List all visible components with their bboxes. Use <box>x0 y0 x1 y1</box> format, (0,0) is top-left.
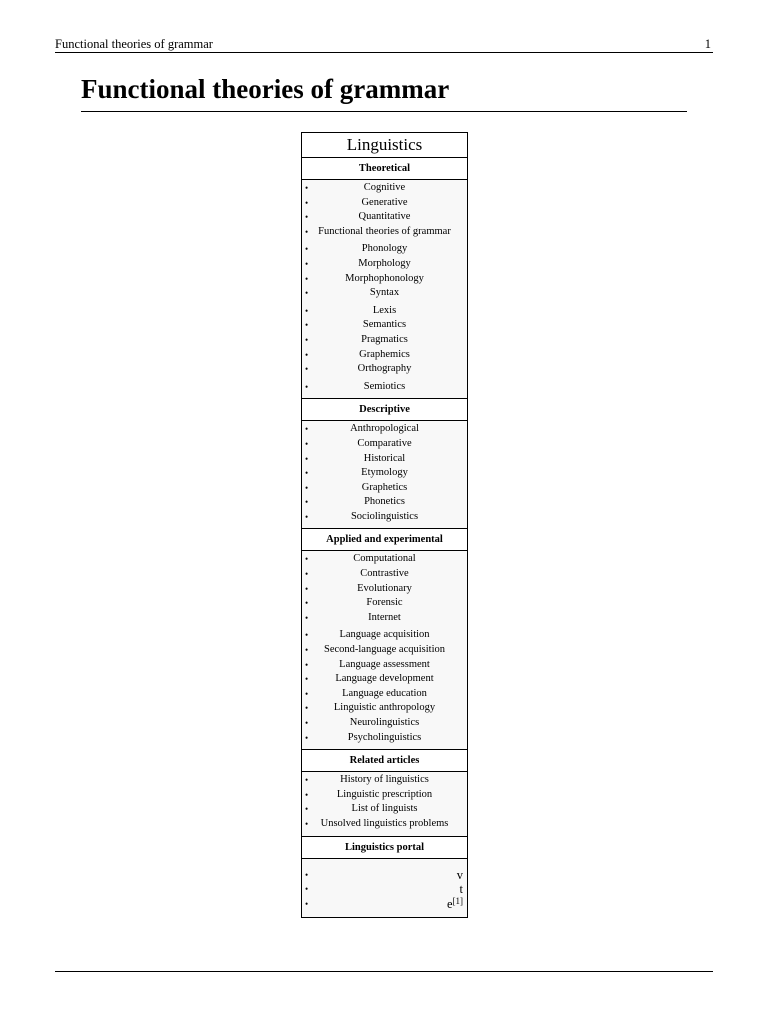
bullet-icon: • <box>305 197 309 208</box>
navbox-item[interactable] <box>302 731 467 746</box>
navbox-item[interactable] <box>302 495 467 510</box>
navbox-portal-link-e[interactable]: e <box>446 896 453 911</box>
navbox-link-sociolinguistics[interactable]: Sociolinguistics <box>350 510 419 522</box>
bullet-icon: • <box>305 612 309 623</box>
navbox-item[interactable] <box>302 380 467 395</box>
bullet-icon: • <box>305 554 309 565</box>
navbox-link-contrastive[interactable]: Contrastive <box>360 568 409 580</box>
navbox-item[interactable] <box>302 318 467 333</box>
navbox-item[interactable] <box>302 466 467 481</box>
bullet-icon: • <box>305 258 309 269</box>
bullet-icon: • <box>305 305 309 316</box>
navbox-item-group <box>302 628 467 745</box>
navbox-link-forensic[interactable]: Forensic <box>366 597 403 609</box>
bullet-icon: • <box>305 424 309 435</box>
bullet-icon: • <box>305 674 309 685</box>
bullet-icon: • <box>305 381 309 392</box>
bullet-icon: • <box>305 468 309 479</box>
navbox-link-morphology[interactable]: Morphology <box>358 257 411 269</box>
title-divider <box>81 111 687 112</box>
navbox-link-morphophonology[interactable]: Morphophonology <box>345 272 424 284</box>
navbox-portal-item[interactable] <box>302 882 467 897</box>
navbox-item[interactable] <box>302 272 467 287</box>
bullet-icon: • <box>305 482 309 493</box>
navbox-item[interactable] <box>302 422 467 437</box>
navbox-item[interactable] <box>302 552 467 567</box>
bullet-icon: • <box>305 364 309 375</box>
navbox-section-heading-related-articles: Related articles <box>302 750 467 772</box>
navbox-item[interactable] <box>302 658 467 673</box>
bullet-icon: • <box>305 511 309 522</box>
navbox-item[interactable] <box>302 452 467 467</box>
bullet-icon: • <box>305 334 309 345</box>
navbox-item[interactable] <box>302 802 467 817</box>
navbox-item[interactable] <box>302 596 467 611</box>
navbox-item[interactable] <box>302 225 467 240</box>
navbox-link-evolutionary[interactable]: Evolutionary <box>357 582 412 594</box>
linguistics-navbox <box>301 132 468 918</box>
navbox-link-language-assessment[interactable]: Language assessment <box>339 658 430 670</box>
navbox-link-quantitative[interactable]: Quantitative <box>358 211 411 223</box>
navbox-item[interactable] <box>302 672 467 687</box>
navbox-link-psycholinguistics[interactable]: Psycholinguistics <box>347 731 422 743</box>
bullet-icon: • <box>305 884 309 895</box>
footnote-reference[interactable]: [1] <box>452 895 463 906</box>
navbox-portal-link-v[interactable]: v <box>456 867 463 882</box>
navbox-link-historical[interactable]: Historical <box>363 452 406 464</box>
bullet-icon: • <box>305 244 309 255</box>
navbox-link-second-language-acquisition[interactable]: Second-language acquisition <box>323 644 445 656</box>
bullet-icon: • <box>305 659 309 670</box>
navbox-item[interactable] <box>302 348 467 363</box>
navbox-link-orthography[interactable]: Orthography <box>357 363 412 375</box>
navbox-item[interactable] <box>302 788 467 803</box>
navbox-item-group <box>302 773 467 831</box>
bullet-icon: • <box>305 732 309 743</box>
navbox-item[interactable] <box>302 582 467 597</box>
navbox-item[interactable] <box>302 628 467 643</box>
navbox-section-heading-theoretical: Theoretical <box>302 158 467 180</box>
navbox-link-neurolinguistics[interactable]: Neurolinguistics <box>349 717 420 728</box>
navbox-link-generative[interactable]: Generative <box>361 196 408 208</box>
navbox-item[interactable] <box>302 286 467 301</box>
navbox-section-list <box>302 772 467 836</box>
navbox-link-comparative[interactable]: Comparative <box>357 437 412 449</box>
navbox-item[interactable] <box>302 510 467 525</box>
navbox-section-heading-applied-and-experimental: Applied and experimental <box>302 529 467 551</box>
navbox-item[interactable] <box>302 716 467 731</box>
navbox-section-list <box>302 551 467 750</box>
navbox-link-phonology[interactable]: Phonology <box>361 243 408 255</box>
navbox-item[interactable] <box>302 242 467 257</box>
navbox-portal-list <box>302 859 467 918</box>
navbox-section-heading-descriptive: Descriptive <box>302 399 467 421</box>
footer-divider <box>55 971 713 972</box>
navbox-item[interactable] <box>302 701 467 716</box>
navbox-link-language-education[interactable]: Language education <box>342 687 427 699</box>
bullet-icon: • <box>305 320 309 331</box>
bullet-icon: • <box>305 869 309 880</box>
bullet-icon: • <box>305 349 309 360</box>
navbox-item[interactable] <box>302 181 467 196</box>
navbox-item-group <box>302 422 467 524</box>
navbox-link-anthropological[interactable]: Anthropological <box>350 423 419 435</box>
navbox-item-group <box>302 181 467 239</box>
navbox-item-group <box>302 552 467 625</box>
bullet-icon: • <box>305 898 309 909</box>
bullet-icon: • <box>305 630 309 641</box>
navbox-item[interactable] <box>302 567 467 582</box>
navbox-link-phonetics[interactable]: Phonetics <box>364 496 405 508</box>
bullet-icon: • <box>305 775 309 786</box>
navbox-link-language-development[interactable]: Language development <box>335 673 434 685</box>
bullet-icon: • <box>305 818 309 829</box>
bullet-icon: • <box>305 789 309 800</box>
bullet-icon: • <box>305 183 309 193</box>
bullet-icon: • <box>305 453 309 464</box>
navbox-link-linguistic-anthropology[interactable]: Linguistic anthropology <box>333 702 436 714</box>
navbox-item[interactable] <box>302 817 467 832</box>
navbox-link-lexis[interactable]: Lexis <box>372 304 397 316</box>
navbox-portal-link-t[interactable]: t <box>459 882 463 897</box>
navbox-link-internet[interactable]: Internet <box>368 611 401 623</box>
navbox-item[interactable] <box>302 362 467 377</box>
navbox-link-functional-theories-of-grammar[interactable]: Functional theories of grammar <box>318 225 451 237</box>
navbox-item-group <box>302 242 467 300</box>
navbox-link-cognitive[interactable]: Cognitive <box>363 182 406 193</box>
navbox-item-group <box>302 380 467 395</box>
article-title: Functional theories of grammar <box>81 74 450 104</box>
page-number: 1 <box>704 37 711 51</box>
bullet-icon: • <box>305 718 309 728</box>
navbox-link-linguistic-prescription[interactable]: Linguistic prescription <box>336 788 433 800</box>
bullet-icon: • <box>305 288 309 299</box>
navbox-link-pragmatics[interactable]: Pragmatics <box>361 333 408 345</box>
navbox-link-list-of-linguists[interactable]: List of linguists <box>351 803 418 815</box>
bullet-icon: • <box>305 804 309 815</box>
bullet-icon: • <box>305 226 309 237</box>
navbox-item[interactable] <box>302 257 467 272</box>
navbox-item[interactable] <box>302 437 467 452</box>
navbox-link-etymology[interactable]: Etymology <box>361 467 408 479</box>
navbox-title[interactable]: Linguistics <box>302 133 467 158</box>
navbox-item[interactable] <box>302 773 467 788</box>
navbox-item[interactable] <box>302 304 467 319</box>
navbox-link-graphemics[interactable]: Graphemics <box>359 348 410 360</box>
bullet-icon: • <box>305 497 309 508</box>
navbox-link-history-of-linguistics[interactable]: History of linguistics <box>340 774 429 786</box>
navbox-section-heading-linguistics-portal[interactable]: Linguistics portal <box>302 837 467 859</box>
navbox-item[interactable] <box>302 210 467 225</box>
bullet-icon: • <box>305 583 309 594</box>
bullet-icon: • <box>305 438 309 449</box>
navbox-link-language-acquisition[interactable]: Language acquisition <box>339 629 430 641</box>
navbox-item[interactable] <box>302 481 467 496</box>
navbox-link-unsolved-linguistics-problems[interactable]: Unsolved linguistics problems <box>320 817 449 829</box>
bullet-icon: • <box>305 703 309 714</box>
bullet-icon: • <box>305 273 309 284</box>
running-header <box>55 36 713 53</box>
navbox-section-list <box>302 180 467 399</box>
navbox-item[interactable] <box>302 196 467 211</box>
navbox-portal-item[interactable] <box>302 897 467 912</box>
bullet-icon: • <box>305 645 309 656</box>
bullet-icon: • <box>305 569 309 580</box>
navbox-item[interactable] <box>302 333 467 348</box>
navbox-portal-item[interactable] <box>302 868 467 883</box>
navbox-link-syntax[interactable]: Syntax <box>369 287 400 299</box>
navbox-item[interactable] <box>302 687 467 702</box>
navbox-item[interactable] <box>302 611 467 626</box>
navbox-section-list <box>302 421 467 529</box>
running-header-title: Functional theories of grammar <box>55 37 213 51</box>
navbox-item[interactable] <box>302 643 467 658</box>
navbox-link-semantics[interactable]: Semantics <box>362 319 407 331</box>
navbox-link-graphetics[interactable]: Graphetics <box>361 481 408 493</box>
bullet-icon: • <box>305 212 309 223</box>
navbox-link-semiotics[interactable]: Semiotics <box>363 380 406 392</box>
navbox-item-group <box>302 304 467 377</box>
bullet-icon: • <box>305 688 309 699</box>
navbox-link-computational[interactable]: Computational <box>353 553 416 565</box>
bullet-icon: • <box>305 598 309 609</box>
